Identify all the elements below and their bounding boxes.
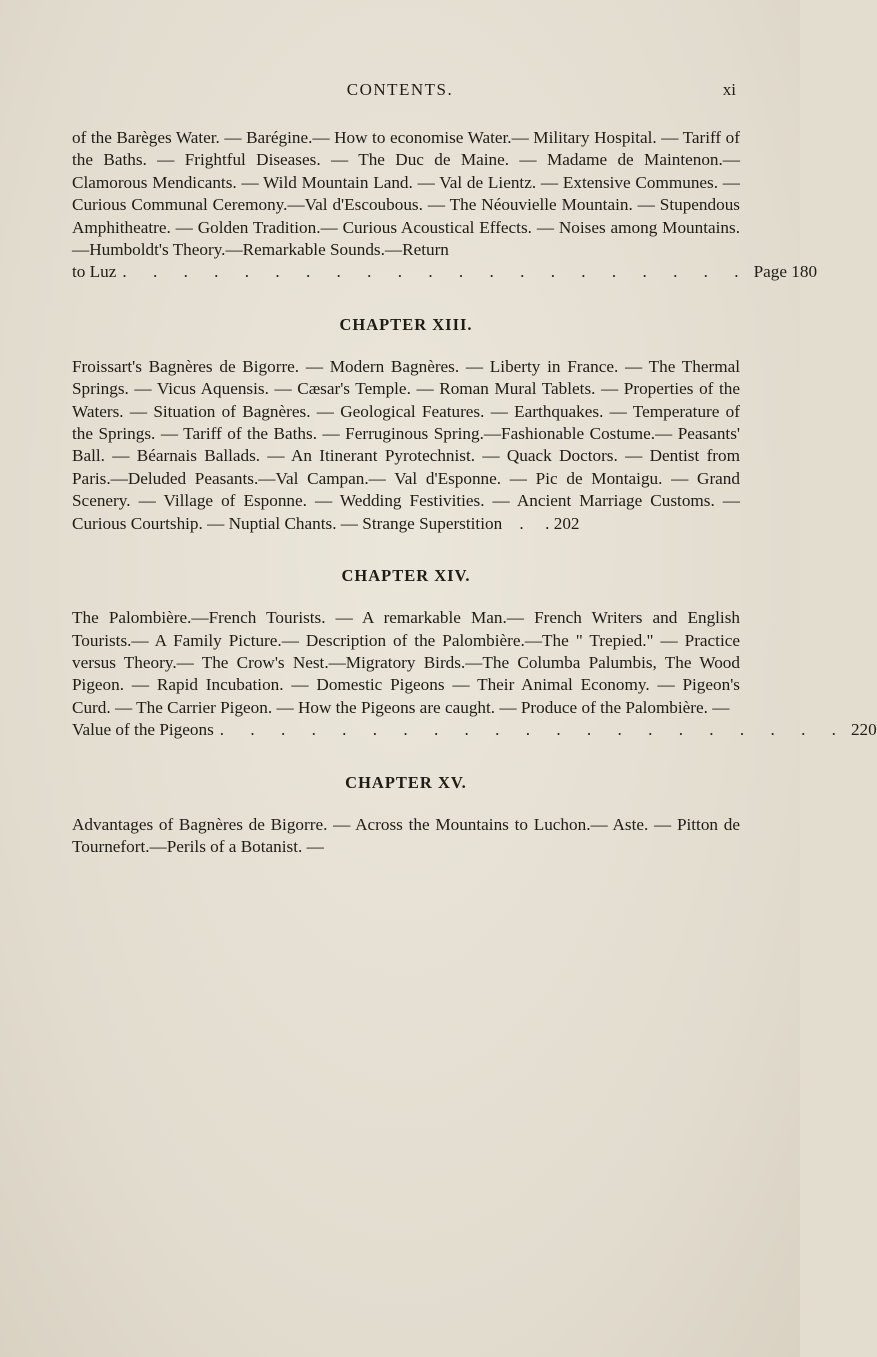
- leader-dots: . . . . . . . . . . . . . . . . . . . . .: [122, 262, 750, 282]
- contents-body: [72, 127, 877, 858]
- leader-dots: . . . . . . . . . . . . . . . . . . . . .: [219, 720, 847, 740]
- page-number: xi: [722, 80, 736, 99]
- running-title: CONTENTS.: [346, 80, 454, 99]
- chapter-summary-text: The Palombière.—French Tourists. — A remarkable Man.— French Writers and English Tourists.— A Family Picture.— Description of the Palombière.—The " Trepied." — Practice versus Theory.— The Crow's Nest.—Migratory Birds.—The Columba Palumbis, The Wood Pigeon. — Rapid Incubation. — Domestic Pigeons — Their Animal Economy. — Pigeon's Curd. — The Carrier Pigeon. — How the Pigeons are caught. — Produce of the Palombière. —: [72, 608, 740, 717]
- running-head: [60, 78, 740, 102]
- chapter-summary-text: Advantages of Bagnères de Bigorre. — Across the Mountains to Luchon.— Aste. — Pitton de Tournefort.—Perils of a Botanist. —: [72, 814, 740, 856]
- continuation-entry-text: of the Barèges Water. — Barégine.— How to economise Water.— Military Hospital. — Tariff of the Baths. — Frightful Diseases. — The Duc de Maine. — Madame de Maintenon.— Clamorous Mendicants. — Wild Mountain Land. — Val de Lientz. — Extensive Communes. — Curious Communal Ceremony.—Val d'Escoubous. — The Néouvielle Mountain. — Stupendous Amphitheatre. — Golden Tradition.— Curious Acoustical Effects. — Noises among Mountains.—Humboldt's Theory.—Remarkable Sounds.—Return: [72, 128, 740, 260]
- chapter-page-ref-value: . 202: [545, 513, 580, 533]
- chapter-last-text: Value of the Pigeons: [72, 720, 214, 740]
- continuation-entry-last-line: [72, 261, 818, 283]
- chapter-heading: CHAPTER XIV.: [341, 566, 471, 586]
- chapter-page-ref: 220: [850, 720, 877, 740]
- chapter-summary-last-line: [72, 719, 877, 741]
- chapter-heading: CHAPTER XV.: [345, 772, 467, 792]
- continuation-last-text: to Luz: [72, 262, 117, 282]
- chapter-page-ref: . . 202: [502, 513, 580, 533]
- chapter-summary-text: Froissart's Bagnères de Bigorre. — Modern Bagnères. — Liberty in France. — The Thermal Springs. — Vicus Aquensis. — Cæsar's Temple. — Roman Mural Tablets. — Properties of the Waters. — Situation of Bagnères. — Geological Features. — Earthquakes. — Temperature of the Springs. — Tariff of the Baths. — Ferruginous Spring.—Fashionable Costume.— Peasants' Ball. — Béarnais Ballads. — An Itinerant Pyrotechnist. — Quack Doctors. — Dentist from Paris.—Deluded Peasants.—Val Campan.— Val d'Esponne. — Pic de Montaigu. — Grand Scenery. — Village of Esponne. — Wedding Festivities. — Ancient Marriage Customs. — Curious Courtship. — Nuptial Chants. — Strange Superstition: [72, 356, 740, 533]
- chapter-summary: [72, 356, 740, 535]
- chapter-heading: CHAPTER XIII.: [339, 314, 473, 334]
- continuation-page-ref: Page 180: [753, 262, 818, 282]
